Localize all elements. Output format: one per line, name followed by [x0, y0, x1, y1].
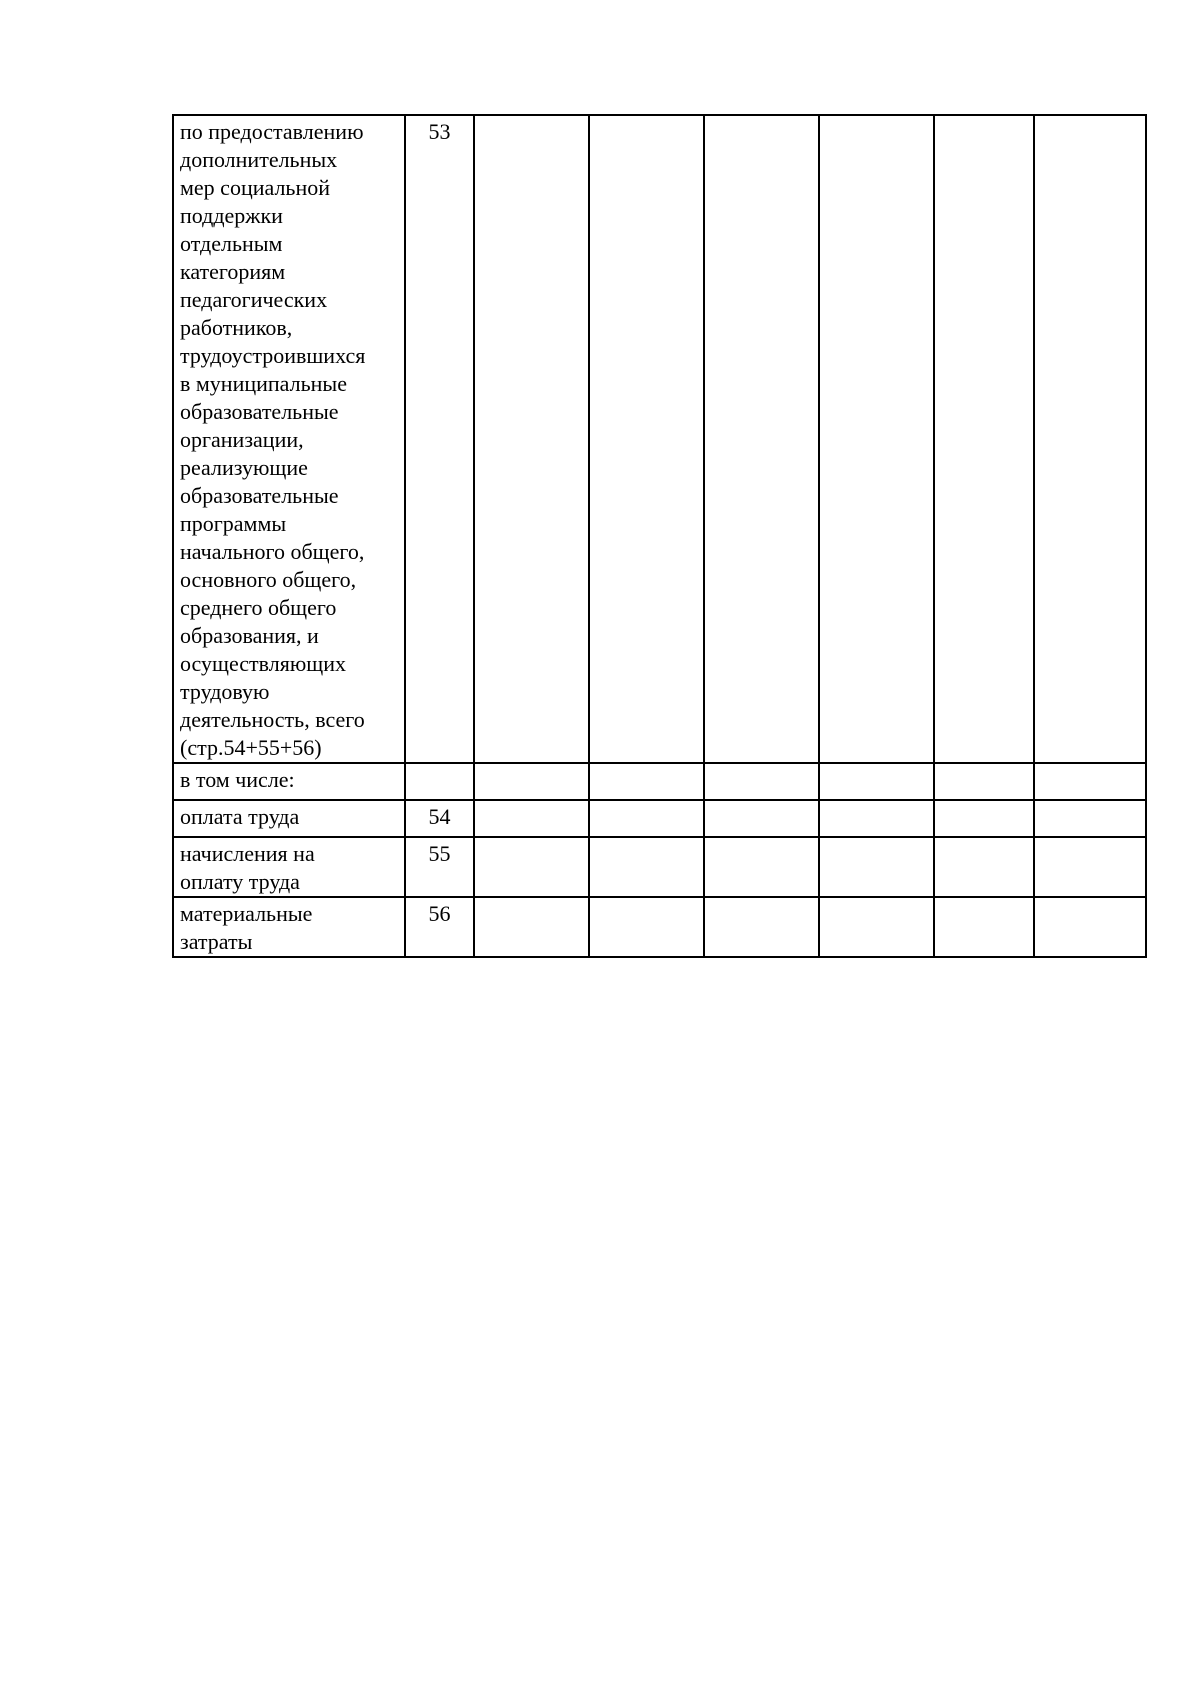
- row-label-line: в том числе:: [180, 767, 295, 792]
- row-label-line: категориям: [180, 259, 286, 284]
- table-row: [173, 115, 1146, 763]
- value-cell: [474, 763, 589, 800]
- row-label-cell: [173, 837, 405, 897]
- value-cell: [474, 800, 589, 837]
- expenditure-table: [172, 114, 1147, 958]
- row-label-line: работников,: [180, 315, 293, 340]
- row-label-line: трудоустроившихся: [180, 343, 366, 368]
- value-cell: [704, 800, 819, 837]
- row-label-line: оплата труда: [180, 804, 300, 829]
- value-cell: [474, 897, 589, 957]
- value-cell: [474, 837, 589, 897]
- value-cell: [819, 897, 934, 957]
- value-cell: [934, 800, 1034, 837]
- row-label-line: трудовую: [180, 679, 270, 704]
- value-cell: [589, 115, 704, 763]
- value-cell: [589, 837, 704, 897]
- value-cell: [934, 763, 1034, 800]
- row-label-line: основного общего,: [180, 567, 357, 592]
- row-label-line: по предоставлению: [180, 119, 364, 144]
- value-cell: [819, 837, 934, 897]
- table-row: [173, 800, 1146, 837]
- row-label-line: образования, и: [180, 623, 319, 648]
- row-label-line: оплату труда: [180, 869, 300, 894]
- value-cell: [934, 897, 1034, 957]
- row-label-line: поддержки: [180, 203, 283, 228]
- value-cell: [1034, 800, 1146, 837]
- row-label-line: в муниципальные: [180, 371, 347, 396]
- row-label-line: отдельным: [180, 231, 283, 256]
- row-label-line: затраты: [180, 929, 253, 954]
- row-label-line: образовательные: [180, 483, 339, 508]
- row-code-cell: 55: [405, 837, 474, 897]
- value-cell: [474, 115, 589, 763]
- table-row: [173, 837, 1146, 897]
- row-code-cell: 54: [405, 800, 474, 837]
- value-cell: [704, 837, 819, 897]
- row-label-line: педагогических: [180, 287, 328, 312]
- row-label-line: организации,: [180, 427, 304, 452]
- value-cell: [1034, 763, 1146, 800]
- row-label-cell: [173, 897, 405, 957]
- row-code-cell: [405, 763, 474, 800]
- row-label-cell: [173, 115, 405, 763]
- row-label-line: программы: [180, 511, 287, 536]
- row-label-cell: [173, 800, 405, 837]
- row-label-line: деятельность, всего: [180, 707, 365, 732]
- value-cell: [934, 837, 1034, 897]
- value-cell: [1034, 837, 1146, 897]
- value-cell: [704, 763, 819, 800]
- row-label-line: (стр.54+55+56): [180, 735, 322, 760]
- row-label-line: дополнительных: [180, 147, 338, 172]
- table-row: [173, 897, 1146, 957]
- row-label-line: начисления на: [180, 841, 315, 866]
- table-body: [173, 115, 1146, 957]
- row-code-cell: 53: [405, 115, 474, 763]
- value-cell: [589, 800, 704, 837]
- value-cell: [589, 897, 704, 957]
- row-label-line: материальные: [180, 901, 313, 926]
- value-cell: [704, 115, 819, 763]
- row-label-line: начального общего,: [180, 539, 365, 564]
- value-cell: [819, 763, 934, 800]
- row-label-line: реализующие: [180, 455, 308, 480]
- value-cell: [589, 763, 704, 800]
- value-cell: [1034, 115, 1146, 763]
- row-label-line: осуществляющих: [180, 651, 346, 676]
- value-cell: [934, 115, 1034, 763]
- row-label-line: мер социальной: [180, 175, 331, 200]
- row-code-cell: 56: [405, 897, 474, 957]
- value-cell: [819, 800, 934, 837]
- value-cell: [1034, 897, 1146, 957]
- row-label-line: среднего общего: [180, 595, 337, 620]
- value-cell: [819, 115, 934, 763]
- value-cell: [704, 897, 819, 957]
- row-label-cell: [173, 763, 405, 800]
- table-row: [173, 763, 1146, 800]
- row-label-line: образовательные: [180, 399, 339, 424]
